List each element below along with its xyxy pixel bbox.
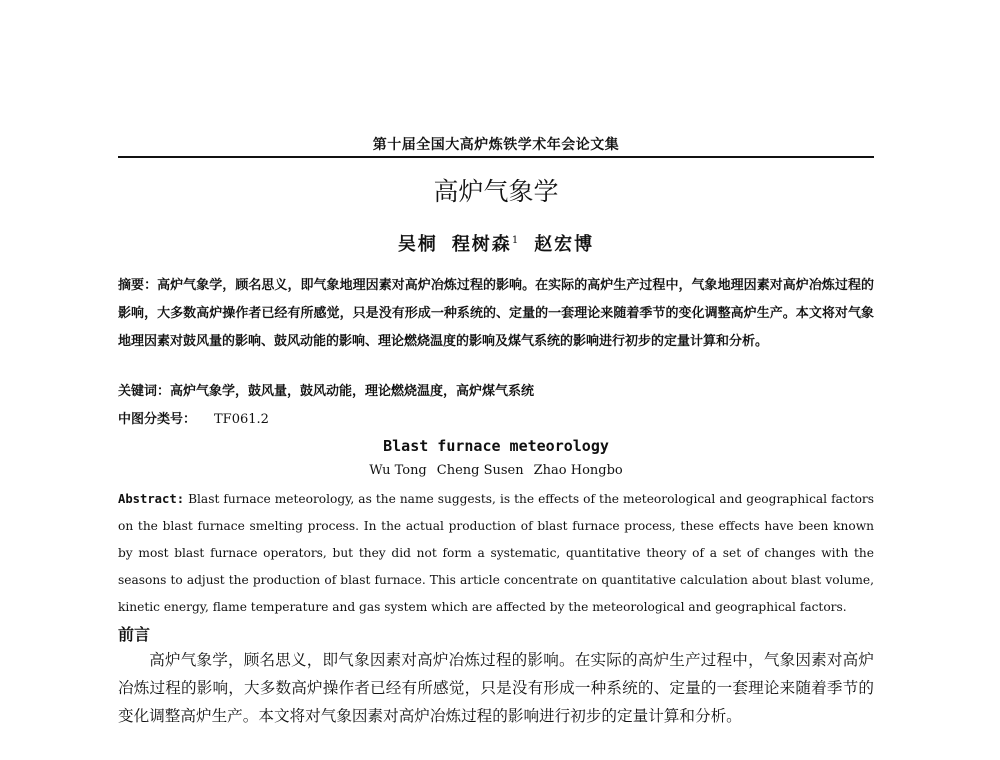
chinese-abstract bbox=[118, 272, 874, 356]
paper-title: 高炉气象学 bbox=[433, 177, 559, 206]
header-rule bbox=[118, 156, 874, 158]
english-abstract-label: Abstract: bbox=[118, 492, 185, 506]
classification-number bbox=[118, 410, 874, 430]
classification-value: TF061.2 bbox=[214, 412, 269, 427]
english-author-1: Wu Tong bbox=[369, 463, 427, 478]
chinese-abstract-label: 摘要： bbox=[118, 278, 158, 293]
running-head: 第十届全国大高炉炼铁学术年会论文集 bbox=[372, 137, 620, 153]
section-heading-preface: 前言 bbox=[118, 625, 151, 644]
english-abstract bbox=[118, 486, 874, 621]
english-author-2: Cheng Susen bbox=[436, 463, 524, 478]
body-paragraph: 高炉气象学，顾名思义，即气象因素对高炉冶炼过程的影响。在实际的高炉生产过程中，气象因素对高炉冶炼过程的影响，大多数高炉操作者已经有所感觉，只是没有形成一种系统的、定量的一套理论来随着季节的变化调整高炉生产。本文将对气象因素对高炉冶炼过程的影响进行初步的定量计算和分析。 bbox=[118, 651, 874, 725]
author-1: 吴桐 bbox=[397, 234, 438, 255]
keywords-label: 关键词： bbox=[118, 384, 171, 399]
author-2: 程树森 bbox=[451, 234, 512, 255]
author-2-affiliation-mark: 1 bbox=[511, 235, 521, 246]
author-3: 赵宏博 bbox=[534, 234, 595, 255]
classification-label: 中图分类号： bbox=[118, 412, 197, 427]
keywords bbox=[118, 382, 874, 402]
chinese-abstract-text: 高炉气象学，顾名思义，即气象地理因素对高炉冶炼过程的影响。在实际的高炉生产过程中，气象地理因素对高炉冶炼过程的影响，大多数高炉操作者已经有所感觉，只是没有形成一种系统的、定量的一套理论来随着季节的变化调整高炉生产。本文将对气象地理因素对鼓风量的影响、鼓风动能的影响、理论燃烧温度的影响及煤气系统的影响进行初步的定量计算和分析。 bbox=[118, 278, 874, 349]
english-abstract-text: Blast furnace meteorology, as the name suggests, is the effects of the meteorological and geographical factors on the blast furnace smelting process. In the actual production of blast furnace process, these effects have been known by most blast furnace operators, but they did not form a systematic, quantitative theory of a set of changes with the seasons to adjust the production of blast furnace. This article concentrate on quantitative calculation about blast volume, kinetic energy, flame temperature and gas system which are affected by the meteorological and geographical factors. bbox=[118, 492, 875, 614]
author-line bbox=[118, 230, 874, 256]
english-author-line bbox=[118, 463, 874, 478]
english-author-3: Zhao Hongbo bbox=[533, 463, 623, 478]
keywords-text: 高炉气象学，鼓风量，鼓风动能，理论燃烧温度，高炉煤气系统 bbox=[170, 384, 535, 399]
english-title: Blast furnace meteorology bbox=[383, 437, 609, 455]
